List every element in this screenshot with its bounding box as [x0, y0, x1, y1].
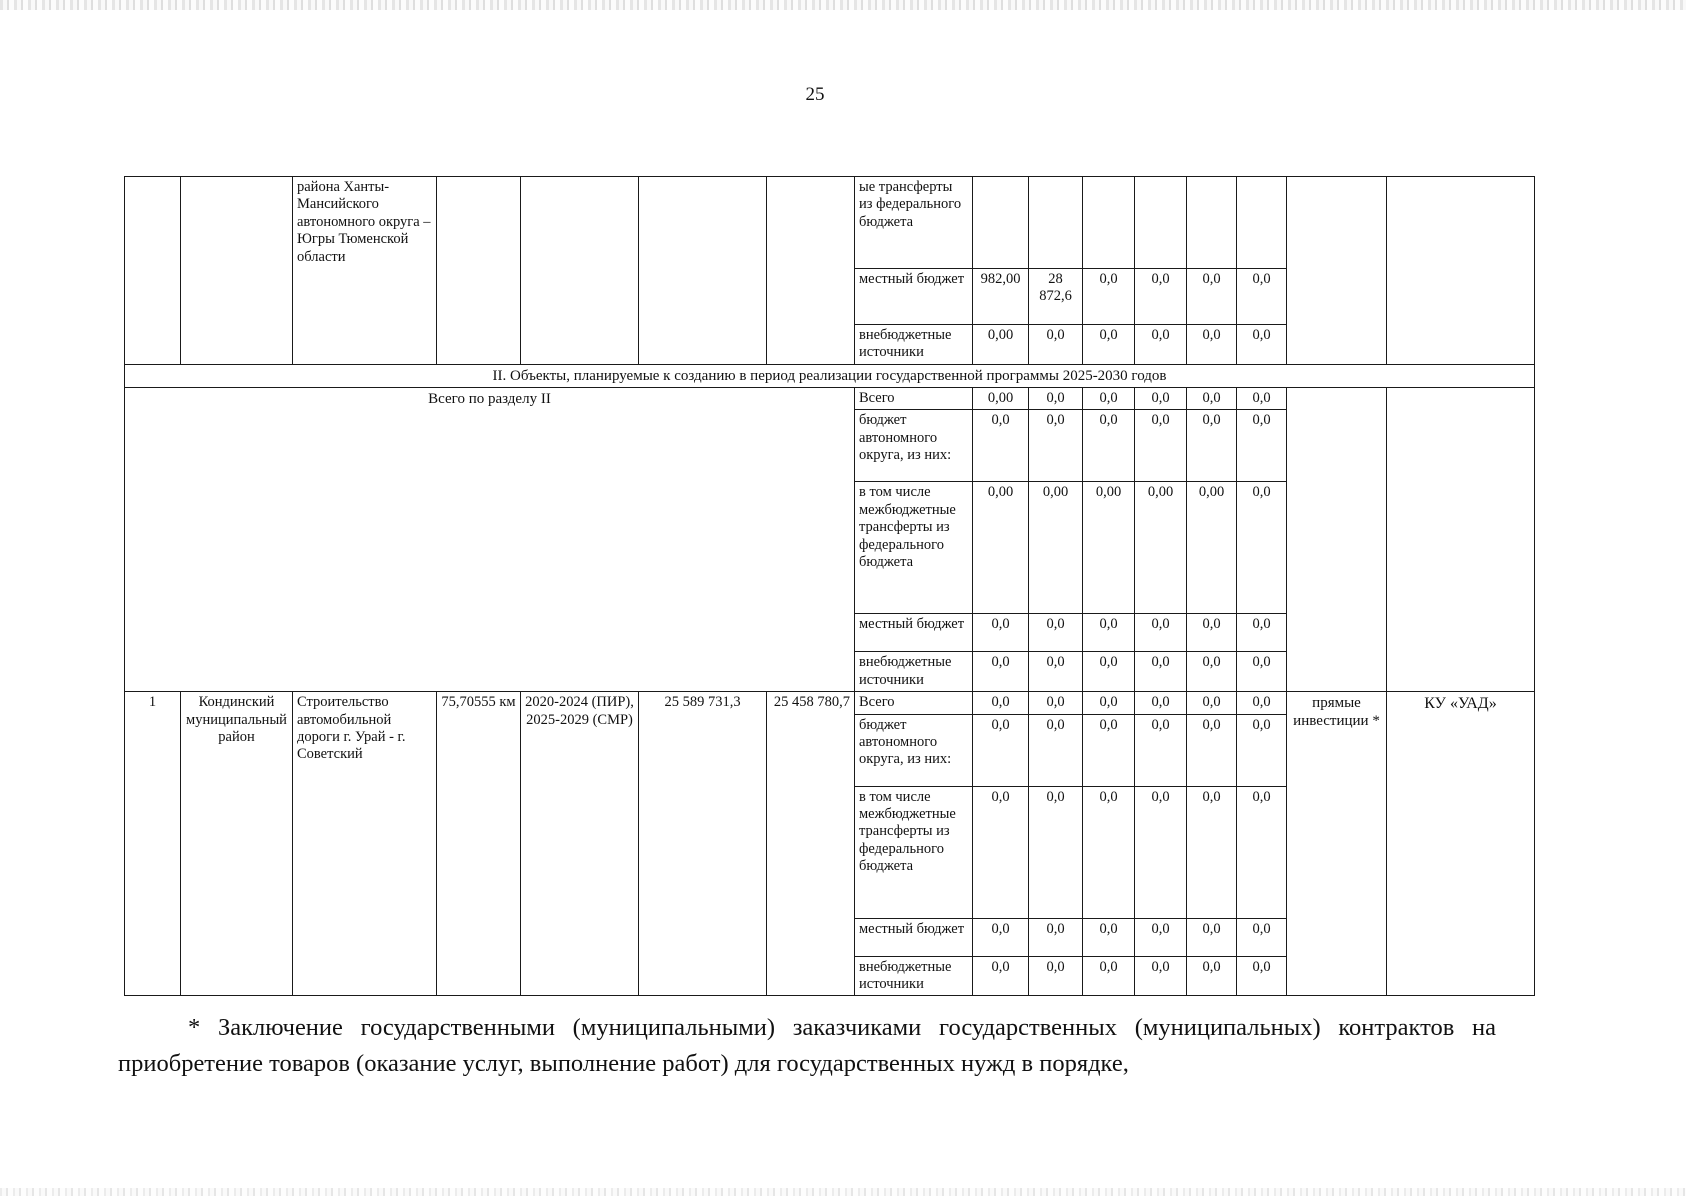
value-cell: 0,0	[1237, 269, 1287, 325]
value-cell	[1135, 177, 1187, 269]
value-cell: 0,0	[1187, 325, 1237, 365]
value-cell: 0,0	[1187, 388, 1237, 410]
value-cell: 0,0	[1187, 692, 1237, 714]
value-cell: 0,00	[973, 388, 1029, 410]
value-cell: 0,00	[1083, 482, 1135, 614]
object-capacity: 75,70555 км	[437, 692, 521, 996]
value-cell	[1083, 177, 1135, 269]
value-cell	[1029, 177, 1083, 269]
value-cell: 0,0	[973, 692, 1029, 714]
value-cell: 0,0	[1083, 918, 1135, 956]
value-cell: 0,0	[1083, 714, 1135, 786]
value-cell: 0,0	[1187, 714, 1237, 786]
value-cell: 0,0	[973, 614, 1029, 652]
object-name-tail: района Ханты-Мансийского автономного округа – Югры Тюменской области	[293, 177, 437, 365]
value-cell: 0,0	[1029, 652, 1083, 692]
value-cell: 0,0	[1029, 388, 1083, 410]
value-cell: 0,0	[1135, 269, 1187, 325]
value-cell: 0,0	[1083, 692, 1135, 714]
value-cell: 0,0	[1029, 614, 1083, 652]
value-cell: 0,0	[1135, 956, 1187, 996]
row-label: Всего	[855, 692, 973, 714]
row-label: внебюджетные источники	[855, 652, 973, 692]
value-cell: 0,0	[1187, 614, 1237, 652]
value-cell: 0,0	[1135, 918, 1187, 956]
value-cell: 0,0	[1187, 269, 1237, 325]
row-label: Всего	[855, 388, 973, 410]
value-cell: 0,0	[1187, 786, 1237, 918]
value-cell: 0,0	[1237, 652, 1287, 692]
value-cell: 0,00	[973, 482, 1029, 614]
value-cell: 0,0	[1237, 388, 1287, 410]
value-cell: 28 872,6	[1029, 269, 1083, 325]
row-label: внебюджетные источники	[855, 325, 973, 365]
value-cell: 0,00	[973, 325, 1029, 365]
object-number: 1	[125, 692, 181, 996]
value-cell	[973, 177, 1029, 269]
object-remaining-cost: 25 458 780,7	[767, 692, 855, 996]
object-period: 2020-2024 (ПИР), 2025-2029 (СМР)	[521, 692, 639, 996]
page-number: 25	[805, 84, 825, 105]
value-cell: 0,00	[1135, 482, 1187, 614]
row-label: местный бюджет	[855, 918, 973, 956]
value-cell: 0,0	[1237, 918, 1287, 956]
value-cell: 0,0	[1135, 692, 1187, 714]
value-cell: 0,0	[1237, 482, 1287, 614]
value-cell: 0,0	[1029, 714, 1083, 786]
value-cell: 0,0	[1083, 269, 1135, 325]
cell-capacity-prev	[437, 177, 521, 365]
section-title: II. Объекты, планируемые к созданию в период реализации государственной программы 2025-2030 годов	[125, 365, 1535, 388]
value-cell: 0,0	[1083, 325, 1135, 365]
cell-executor-prev	[1387, 177, 1535, 365]
cell-investment-prev	[1287, 177, 1387, 365]
value-cell: 0,00	[1029, 482, 1083, 614]
value-cell: 0,0	[1029, 325, 1083, 365]
row-label: бюджет автономного округа, из них:	[855, 714, 973, 786]
value-cell: 0,0	[1237, 614, 1287, 652]
value-cell: 0,0	[1029, 410, 1083, 482]
cell-municipality-prev	[181, 177, 293, 365]
value-cell: 0,0	[1083, 956, 1135, 996]
value-cell: 0,0	[1187, 918, 1237, 956]
row-label: в том числе межбюджетные трансферты из федерального бюджета	[855, 482, 973, 614]
value-cell: 0,0	[1135, 325, 1187, 365]
value-cell: 0,0	[1029, 918, 1083, 956]
value-cell: 0,0	[1029, 956, 1083, 996]
row-label: бюджет автономного округа, из них:	[855, 410, 973, 482]
row-label: в том числе межбюджетные трансферты из федерального бюджета	[855, 786, 973, 918]
value-cell: 0,0	[1187, 410, 1237, 482]
value-cell	[1237, 177, 1287, 269]
capital-objects-table	[124, 176, 1535, 996]
cell-period-prev	[521, 177, 639, 365]
value-cell: 0,0	[1187, 652, 1237, 692]
value-cell	[1187, 177, 1237, 269]
value-cell: 0,0	[973, 410, 1029, 482]
object-name: Строительство автомобильной дороги г. Урай - г. Советский	[293, 692, 437, 996]
section-total-caption: Всего по разделу II	[125, 388, 855, 692]
value-cell: 0,0	[1237, 956, 1287, 996]
value-cell: 0,0	[973, 956, 1029, 996]
value-cell: 0,0	[1237, 410, 1287, 482]
section-total-executor	[1387, 388, 1535, 692]
value-cell: 0,0	[973, 918, 1029, 956]
value-cell: 0,0	[1237, 786, 1287, 918]
value-cell: 0,0	[1237, 325, 1287, 365]
cell-number-prev	[125, 177, 181, 365]
object-estimated-cost: 25 589 731,3	[639, 692, 767, 996]
row-label: местный бюджет	[855, 269, 973, 325]
value-cell: 0,0	[973, 786, 1029, 918]
value-cell: 0,0	[1029, 786, 1083, 918]
row-label: местный бюджет	[855, 614, 973, 652]
scan-edge-bottom	[0, 1188, 1686, 1196]
section-total-investment	[1287, 388, 1387, 692]
object-investment-type: прямые инвестиции *	[1287, 692, 1387, 996]
value-cell: 0,0	[973, 714, 1029, 786]
object-municipality: Кондинский муниципальный район	[181, 692, 293, 996]
value-cell: 0,0	[1083, 388, 1135, 410]
object-executor: КУ «УАД»	[1387, 692, 1535, 996]
footnote: * Заключение государственными (муниципальными) заказчиками государственных (муниципальных) контрактов на приобретение товаров (оказание услуг, выполнение работ) для государственных нужд в порядке,	[118, 1014, 1496, 1077]
cell-remaining-cost-prev	[767, 177, 855, 365]
row-label: ые трансферты из федерального бюджета	[855, 177, 973, 269]
value-cell: 0,0	[1237, 692, 1287, 714]
value-cell: 0,0	[1083, 786, 1135, 918]
value-cell: 0,0	[1135, 410, 1187, 482]
value-cell: 0,0	[1135, 652, 1187, 692]
value-cell: 0,0	[1135, 388, 1187, 410]
value-cell: 0,0	[1083, 614, 1135, 652]
value-cell: 0,0	[1083, 652, 1135, 692]
scan-edge-top	[0, 0, 1686, 10]
cell-estimated-cost-prev	[639, 177, 767, 365]
value-cell: 0,0	[973, 652, 1029, 692]
value-cell: 982,00	[973, 269, 1029, 325]
value-cell: 0,0	[1237, 714, 1287, 786]
value-cell: 0,0	[1135, 786, 1187, 918]
value-cell: 0,0	[1135, 614, 1187, 652]
value-cell: 0,0	[1187, 956, 1237, 996]
value-cell: 0,0	[1029, 692, 1083, 714]
value-cell: 0,00	[1187, 482, 1237, 614]
value-cell: 0,0	[1135, 714, 1187, 786]
row-label: внебюджетные источники	[855, 956, 973, 996]
value-cell: 0,0	[1083, 410, 1135, 482]
